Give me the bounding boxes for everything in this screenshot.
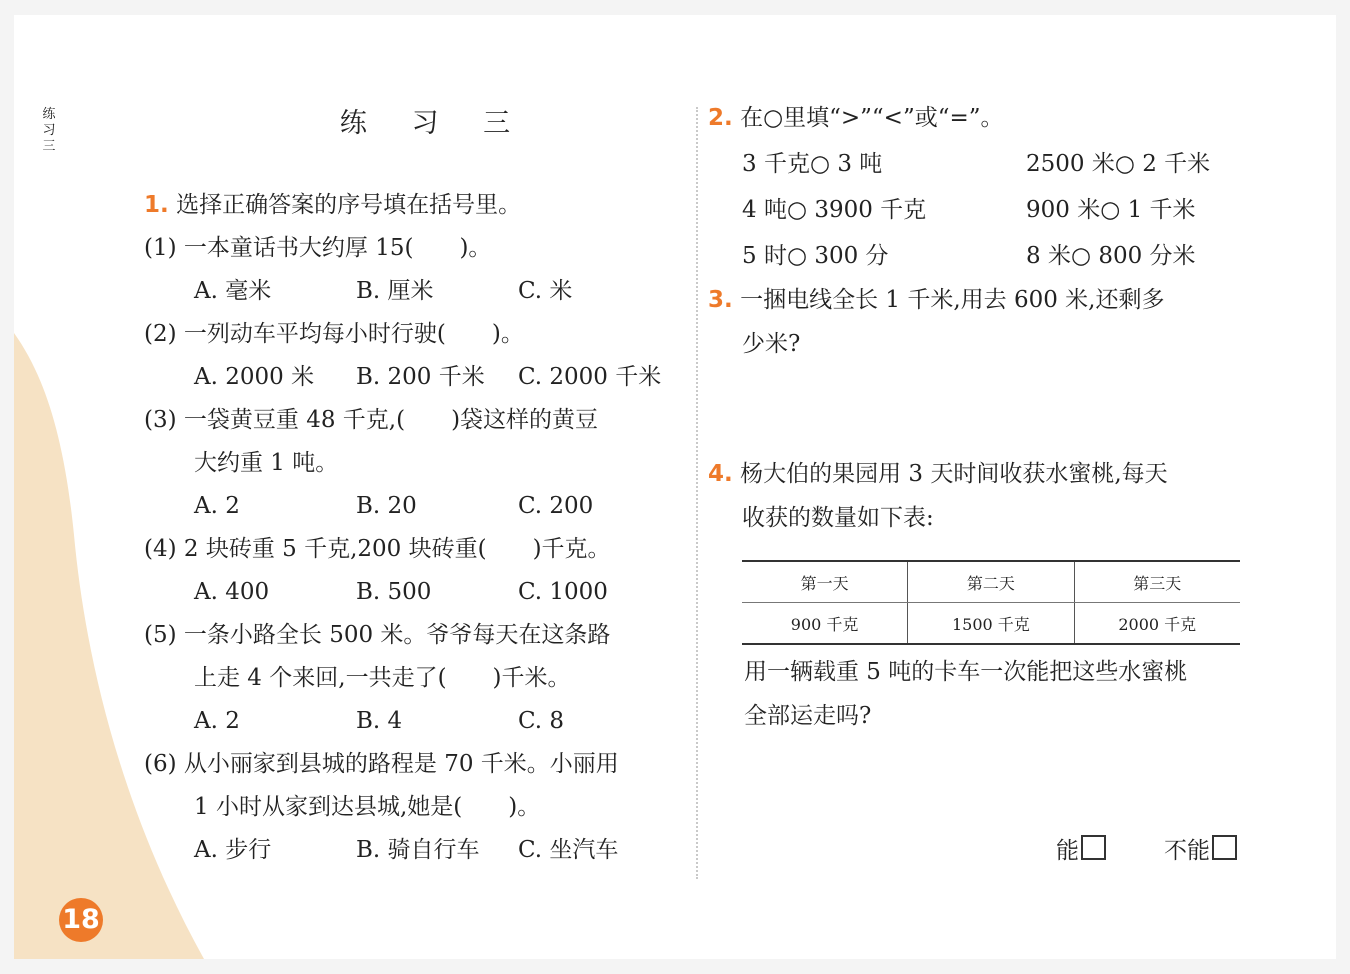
q1-item-3-line-2: 大约重 1 吨。: [194, 450, 339, 476]
q3-line-2: 少米?: [742, 331, 801, 357]
q1-item-3-option-c: C. 200: [518, 493, 594, 519]
table-cell: 900 千克: [742, 603, 908, 645]
q1-item-1-line-1: (1) 一本童话书大约厚 15( )。: [144, 235, 492, 261]
q1-item-4-option-b: B. 500: [356, 579, 432, 605]
table-header-cell: 第一天: [742, 561, 908, 603]
q1-item-2-option-a: A. 2000 米: [194, 364, 315, 390]
q2-row-1-left: 3 千克○ 3 吨: [742, 151, 883, 177]
side-label: 练习三: [42, 107, 56, 154]
q4-heading: [708, 459, 1168, 489]
q2-prompt: 在○里填“>”“<”或“=”。: [740, 105, 1004, 131]
q1-item-1-option-a: A. 毫米: [194, 278, 272, 304]
workbook-page: [14, 15, 1336, 959]
table-row: [742, 603, 1240, 645]
q4-number: 4.: [708, 461, 733, 487]
table-cell: 2000 千克: [1074, 603, 1240, 645]
q1-number: 1.: [144, 192, 169, 218]
answer-no: [1164, 835, 1237, 866]
q2-row-1-right: 2500 米○ 2 千米: [1026, 151, 1211, 177]
q4-question-line-1: 用一辆载重 5 吨的卡车一次能把这些水蜜桃: [744, 659, 1188, 685]
q4-line-1: 杨大伯的果园用 3 天时间收获水蜜桃,每天: [740, 461, 1168, 487]
q4-line-2: 收获的数量如下表:: [742, 505, 934, 531]
q1-item-6-line-1: (6) 从小丽家到县城的路程是 70 千米。小丽用: [144, 751, 619, 777]
answer-no-checkbox[interactable]: [1212, 835, 1237, 860]
q1-item-5-line-2: 上走 4 个来回,一共走了( )千米。: [194, 665, 571, 691]
q1-item-6-option-a: A. 步行: [194, 837, 272, 863]
q1-item-3-option-a: A. 2: [194, 493, 240, 519]
q1-item-3-option-b: B. 20: [356, 493, 417, 519]
q1-item-1-option-c: C. 米: [518, 278, 573, 304]
q1-item-6-option-b: B. 骑自行车: [356, 837, 480, 863]
q1-item-5-line-1: (5) 一条小路全长 500 米。爷爷每天在这条路: [144, 622, 611, 648]
answer-yes-checkbox[interactable]: [1081, 835, 1106, 860]
q2-row-3-right: 8 米○ 800 分米: [1026, 243, 1196, 269]
q1-item-2-option-c: C. 2000 千米: [518, 364, 662, 390]
q4-question-line-2: 全部运走吗?: [744, 703, 872, 729]
column-divider: [696, 107, 698, 879]
q1-item-4-option-a: A. 400: [194, 579, 270, 605]
q1-item-2-line-1: (2) 一列动车平均每小时行驶( )。: [144, 321, 524, 347]
q1-item-3-line-1: (3) 一袋黄豆重 48 千克,( )袋这样的黄豆: [144, 407, 599, 433]
q1-item-5-option-b: B. 4: [356, 708, 403, 734]
q1-prompt: 选择正确答案的序号填在括号里。: [176, 192, 522, 218]
q1-item-6-line-2: 1 小时从家到达县城,她是( )。: [194, 794, 541, 820]
page-number-badge: 18: [59, 898, 103, 942]
answer-yes: [1056, 835, 1106, 866]
answer-no-label: 不能: [1164, 838, 1210, 864]
table-cell: 1500 千克: [908, 603, 1074, 645]
q2-row-2-right: 900 米○ 1 千米: [1026, 197, 1196, 223]
q2-number: 2.: [708, 105, 733, 131]
answer-yes-label: 能: [1056, 838, 1079, 864]
q3-line-1: 一捆电线全长 1 千米,用去 600 米,还剩多: [740, 287, 1165, 313]
q1-item-5-option-a: A. 2: [194, 708, 240, 734]
q1-item-5-option-c: C. 8: [518, 708, 565, 734]
decorative-corner-shape: [14, 15, 214, 959]
page-title: 练 习 三: [339, 108, 529, 139]
table-header-cell: 第二天: [908, 561, 1074, 603]
q1-item-4-line-1: (4) 2 块砖重 5 千克,200 块砖重( )千克。: [144, 536, 611, 562]
q2-row-2-left: 4 吨○ 3900 千克: [742, 197, 927, 223]
q1-heading: [144, 190, 521, 220]
table-header-row: [742, 561, 1240, 603]
q1-item-4-option-c: C. 1000: [518, 579, 608, 605]
q3-number: 3.: [708, 287, 733, 313]
q2-row-3-left: 5 时○ 300 分: [742, 243, 889, 269]
q1-item-6-option-c: C. 坐汽车: [518, 837, 619, 863]
q1-item-1-option-b: B. 厘米: [356, 278, 434, 304]
q1-item-2-option-b: B. 200 千米: [356, 364, 485, 390]
q2-heading: [708, 103, 1004, 133]
table-header-cell: 第三天: [1074, 561, 1240, 603]
harvest-table: [742, 560, 1240, 645]
q3-heading: [708, 285, 1164, 315]
